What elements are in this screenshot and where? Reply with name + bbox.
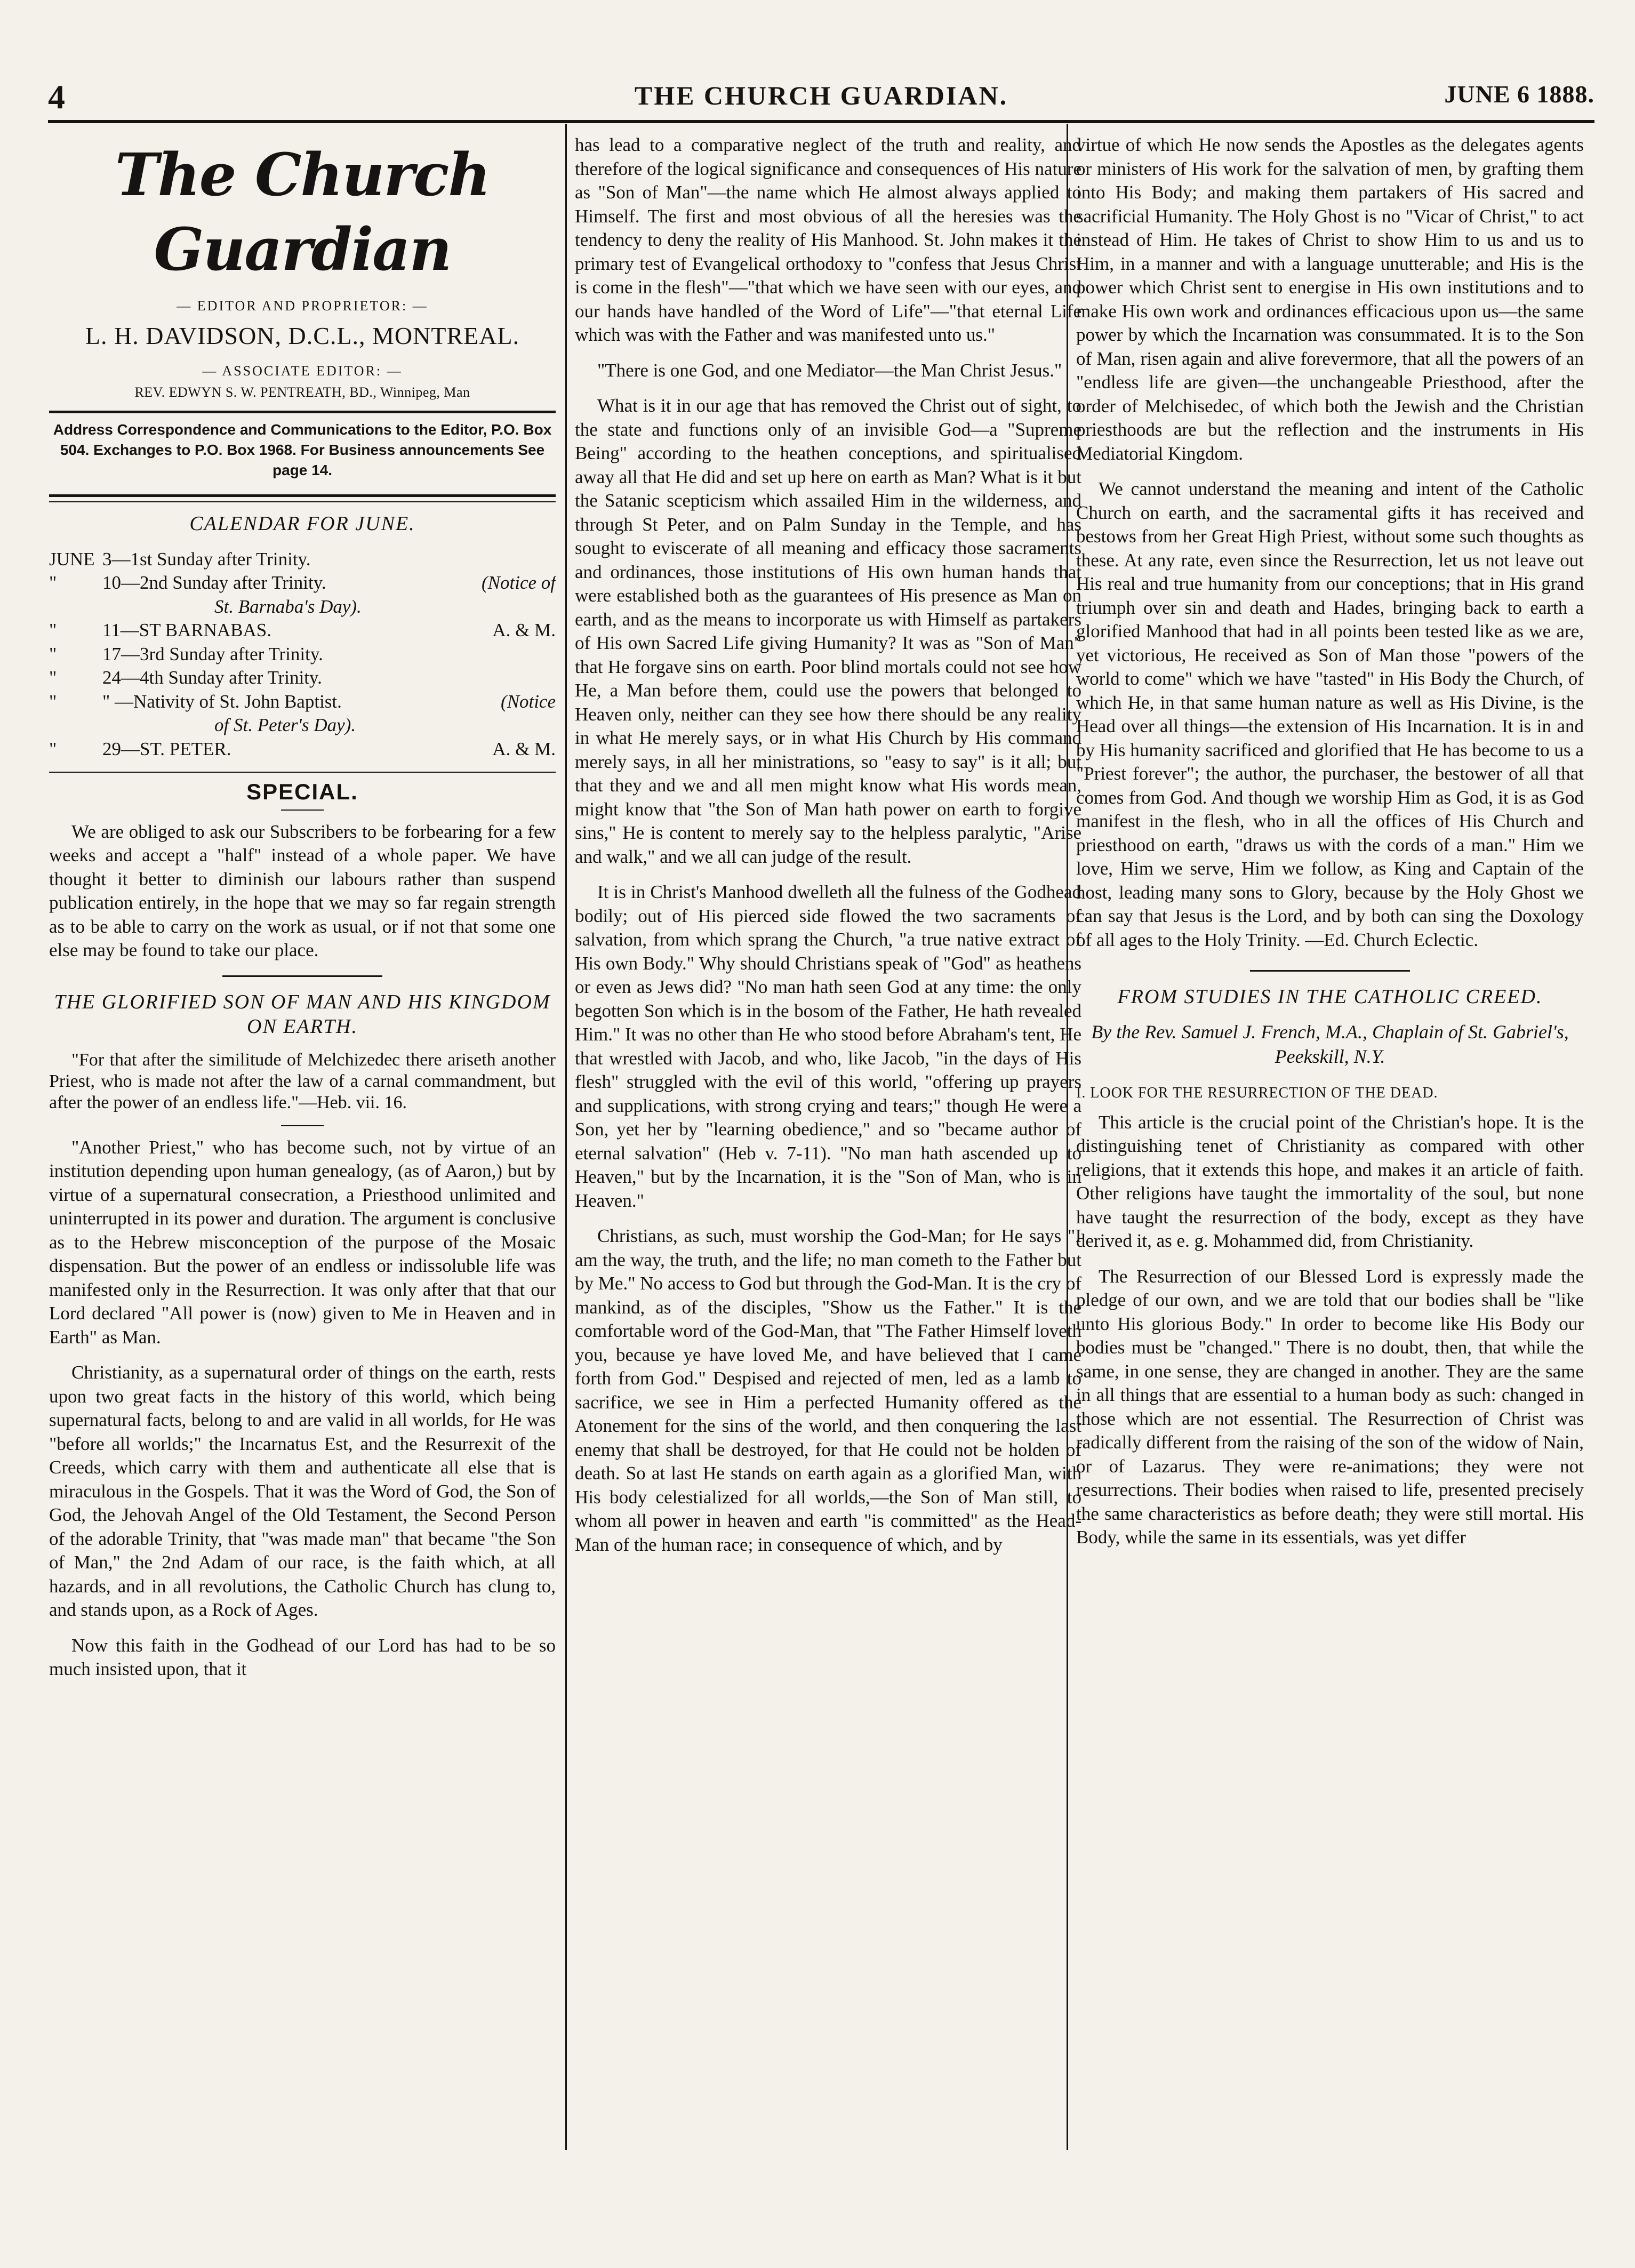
calendar-row-text: 24—4th Sunday after Trinity. — [102, 667, 322, 688]
calendar-rule — [49, 772, 556, 773]
calendar-row-text: " —Nativity of St. John Baptist. — [102, 691, 342, 712]
epigraph-rule — [281, 1125, 324, 1126]
running-head — [48, 69, 1594, 123]
paragraph-gap — [1076, 1253, 1584, 1265]
associate-editor-name: REV. EDWYN S. W. PENTREATH, BD., Winnipeg, Man — [134, 384, 470, 400]
article-paragraph: What is it in our age that has removed the Christ out of sight, to the state and functions only of an invisible God—a "Supreme Being" according to the heathen conceptions, and spiritualised away all that He did and set up here on earth as Man? What is it but the Satanic scepticism which assailed Him in the wilderness, and through St Peter, and on Palm Sunday in the Temple, and has sought to eviscerate of all meaning and efficacy those sacraments and ordinances, those institutions of His own human hands that were established both as the guarantees of His presence as Man on earth, and as the means to incorporate us with Himself as partakers of His own Sacred Life giving Humanity? It was as "Son of Man" that He forgave sins on earth. Poor blind mortals could not see how He, a Man before them, could use the powers that belonged to Heaven only, neither can they see how there should be any reality in what He merely says, or in what His Church by His command merely says, in all her ministrations, so "easy to say" is it all; but that they and we and all men might know what His words mean, might know that "the Son of Man hath power on earth to forgive sins," He is content to merely say to the helpless paralytic, "Arise and walk," and we all can judge of the result. — [575, 395, 1081, 867]
article-paragraph: Now this faith in the Godhead of our Lord has had to be so much insisted upon, that it — [49, 1634, 556, 1679]
column-1 — [49, 133, 556, 2149]
article-body-col1 — [49, 1136, 556, 1681]
calendar-row-continuation: St. Barnaba's Day). — [214, 596, 362, 617]
article-title: THE GLORIFIED SON OF MAN AND HIS KINGDOM ON EARTH. — [54, 990, 551, 1038]
article-paragraph: Christianity, as a supernatural order of things on the earth, rests upon two great facts in the history of this world, which being supernatural facts, belong to and are valid in all worlds, for He was "before all worlds;" the Incarnatus Est, and the Resurrexit of the Creeds, which carry with them and authenticate all else that is miraculous in the Gospels. That it was the Word of God, the Son of God, the Jehovah Angel of the Old Testament, the Second Person of the adorable Trinity, that "was made man" that became "the Son of Man," the 2nd Adam of our race, is the faith which, at all hazards, and in all revolutions, the Catholic Church has clung to, and stands upon, as a Rock of Ages. — [49, 1362, 556, 1620]
calendar-list — [49, 548, 556, 762]
article-paragraph: virtue of which He now sends the Apostles as the delegates agents or ministers of His work for the salvation of men, by grafting them into His Body; and making them partakers of His sacred and sacrificial Humanity. The Holy Ghost is no "Vicar of Christ," to act instead of Him. He takes of Christ to show Him to us and us to Him, in a manner and with a language unutterable; and His is the power which Christ sent to energise in His own institutions and to make His own work and ordinances efficacious upon us—the same power by which the Incarnation was consummated. It is to the Son of Man, risen again and alive forevermore, that all the powers of an "endless life are given—the unchangeable Priesthood, after the order of Melchisedec, of which both the Jewish and the Christian priesthoods are but the reflection and the instruments in His Mediatorial Kingdom. — [1076, 134, 1584, 464]
calendar-row — [49, 666, 556, 690]
article-paragraph: has lead to a comparative neglect of the truth and reality, and therefore of the logical significance and consequences of His nature as "Son of Man"—the name which He almost always applied to Himself. The first and most obvious of all the heresies was the tendency to deny the reality of His Manhood. St. John makes it the primary test of Evangelical orthodoxy to "confess that Jesus Christ is come in the flesh"—"that which we have seen with our eyes, and our hands have handled of the Word of Life"—"that eternal Life which was with the Father and was manifested unto us." — [575, 134, 1081, 345]
paragraph-gap — [49, 1622, 556, 1634]
calendar-row — [49, 643, 556, 667]
article2-body — [1076, 1111, 1584, 1550]
calendar-row-lead: " — [49, 572, 57, 593]
calendar-row-continuation: of St. Peter's Day). — [214, 715, 356, 735]
calendar-row-text: 10—2nd Sunday after Trinity. — [102, 572, 326, 593]
calendar-row-note: A. & M. — [492, 738, 556, 759]
article-paragraph: Christians, as such, must worship the God-Man; for He says "I am the way, the truth, and the life; no man cometh to the Father but by Me." No access to God but through the God-Man. It is the cry of mankind, as of the disciples, "Show us the Father." It is the comfortable word of the God-Man, that "The Father Himself loveth you, because ye have loved Me, and have believed that I came forth from God." Despised and rejected of men, led as a lamb to sacrifice, we see in Him a perfected Humanity offered as the Atonement for the sins of the world, and then conquering the last enemy that shall be destroyed, for that He could not be holden of death. So at last He stands on earth again as a glorified Man, with His body celestialized for all worlds,—the Son of Man still, to whom all power in heaven and earth "is committed" as the Head-Man of the human race; in consequence of which, and by — [575, 1225, 1081, 1555]
calendar-row — [49, 571, 556, 595]
calendar-row-text: 11—ST BARNABAS. — [102, 620, 272, 640]
article-paragraph: "Another Priest," who has become such, not by virtue of an institution depending upon human genealogy, (as of Aaron,) but by virtue of a supernatural consecration, a Priesthood unlimited and uninterrupted in its power and duration. The argument is conclusive as to the Hebrew misconception of the purpose of the Mosaic dispensation. But the power of an endless or indissoluble life was manifested only in the Resurrection. It was only after that that our Lord declared "All power is (now) given to Me in Heaven and in Earth" as Man. — [49, 1136, 556, 1348]
article2-subhead: I. LOOK FOR THE RESURRECTION OF THE DEAD. — [1076, 1085, 1438, 1101]
calendar-row-note: (Notice of — [482, 572, 556, 593]
calendar-row-lead: " — [49, 738, 57, 759]
editor-label: — EDITOR AND PROPRIETOR: — — [177, 298, 428, 314]
associate-editor-label: — ASSOCIATE EDITOR: — — [202, 363, 403, 379]
header-rule — [48, 120, 1594, 123]
column-2 — [575, 133, 1081, 2149]
issue-date: JUNE 6 1888. — [1444, 81, 1594, 108]
article2-paragraph: The Resurrection of our Blessed Lord is expressly made the pledge of our own, and we are told that our bodies shall be "like unto His glorious Body." In order to become like His Body our bodies must be "changed." There is no doubt, then, that while the same, in one sense, they are changed in another. They are the same in all things that are essential to a human body as such: changed in those which are not essential. The Resurrection of Christ was radically different from the raising of the son of the widow of Nain, or of Lazarus. They were re-animations; they were not resurrections. Their bodies when raised to life, presented precisely the same characteristics as before death; they were still mortal. His Body, while the same in its essentials, was yet differ — [1076, 1265, 1584, 1548]
column-3 — [1076, 133, 1584, 2149]
masthead-title: The Church Guardian — [115, 140, 490, 284]
page-number: 4 — [48, 78, 65, 116]
article-body-col3 — [1076, 133, 1584, 952]
paragraph-gap — [49, 1349, 556, 1361]
article-paragraph: "There is one God, and one Mediator—the Man Christ Jesus." — [597, 359, 1062, 381]
calendar-row — [49, 690, 556, 714]
calendar-row — [49, 548, 556, 572]
address-rule — [49, 494, 556, 497]
calendar-row-lead: " — [49, 620, 57, 640]
masthead-rule — [49, 411, 556, 413]
epigraph: "For that after the similitude of Melchizedec there ariseth another Priest, who is made not after the law of a carnal commandment, but after the power of an endless life."—Heb. vii. 16. — [49, 1049, 556, 1112]
calendar-row-lead: JUNE — [49, 548, 95, 570]
calendar-row-text: 29—ST. PETER. — [102, 738, 231, 759]
calendar-row-text: 3—1st Sunday after Trinity. — [102, 548, 311, 570]
column-rule-1 — [565, 124, 567, 2150]
editor-name: L. H. DAVIDSON, D.C.L., MONTREAL. — [85, 322, 520, 349]
calendar-heading: CALENDAR FOR JUNE. — [189, 512, 415, 535]
calendar-row-note: (Notice — [500, 691, 556, 712]
paragraph-gap — [575, 1213, 1081, 1224]
article-paragraph: It is in Christ's Manhood dwelleth all the fulness of the Godhead bodily; out of His pierced side flowed the two sacraments of salvation, from which sprang the Church, "a true native extract of His own Body." Why should Christians speak of "God" as heathens or even as Jews did? "No man hath seen God at any time: the only begotten Son which is in the bosom of the Father, He hath revealed Him." It was no other than He who stood before Abraham's tent, He that wrestled with Jacob, and who, like Jacob, "in the days of His flesh" struggled with the evil of this world, "offering up prayers and supplications, with strong crying and tears;" though He were a Son, yet her by "learning obedience," and so "became author of eternal salvation" (Heb v. 7-11). "No man hath ascended up to Heaven," but by the Incarnation, it is the "Son of Man, who is in Heaven." — [575, 881, 1081, 1211]
paragraph-gap — [575, 382, 1081, 394]
special-body: We are obliged to ask our Subscribers to be forbearing for a few weeks and accept a "half" instead of a whole paper. We have thought it better to diminish our labours rather than suspend publication entirely, in the hope that we may so far regain strength as to be able to carry on the work as usual, or if not that some one else may be found to take our place. — [49, 821, 556, 960]
address-rule-thin — [49, 501, 556, 502]
paragraph-gap — [575, 869, 1081, 880]
calendar-row-lead: " — [49, 691, 57, 712]
running-title: THE CHURCH GUARDIAN. — [634, 81, 1008, 110]
address-notice: Address Correspondence and Communications to the Editor, P.O. Box 504. Exchanges to P.O. Box 1968. For Business announcements See page 14. — [53, 421, 552, 478]
article2-paragraph: This article is the crucial point of the Christian's hope. It is the distinguishing tenet of Christianity as compared with other religions, that it extends this hope, and makes it an article of faith. Other religions have taught the immortality of the soul, but none have taught the resurrection of the body, except as they have derived it, as e. g. Mohammed did, from Christianity. — [1076, 1111, 1584, 1251]
article2-byline: By the Rev. Samuel J. French, M.A., Chaplain of St. Gabriel's, Peekskill, N.Y. — [1091, 1021, 1569, 1067]
special-rule — [281, 810, 324, 811]
calendar-row-note: A. & M. — [492, 620, 556, 640]
paragraph-gap — [575, 347, 1081, 359]
section-rule — [222, 975, 382, 977]
special-heading: SPECIAL. — [246, 779, 358, 804]
article-paragraph: We cannot understand the meaning and intent of the Catholic Church on earth, and the sacramental gifts it has received and bestows from her Great High Priest, without some such thoughts as these. At any rate, even since the Resurrection, let us not leave out His real and true humanity from our conceptions; that in His grand triumph over sin and death and Hades, bringing back to earth a glorified Manhood that had in all points been tested like as we are, yet victorious, He received as Son of Man those "powers of the world to come" which we have "tasted" in His Body the Church, of which He, in that same human nature as well as His Divine, is the Head over all things—the extension of His Incarnation. It is in and by His humanity sacrificed and glorified that He has become to us a "Priest forever"; the author, the purchaser, the bestower of all that comes from God. And though we worship Him as God, it is as God manifest in the flesh, who in all the offices of His Church and priesthood on earth, "draws us with the cords of a man." Him we love, Him we serve, Him we follow, as King and Captain of the host, leading many sons to Glory, because by the Holy Ghost we can say that Jesus is the Lord, and by both can sing the Doxology of all ages to the Holy Trinity. —Ed. Church Eclectic. — [1076, 478, 1584, 950]
article2-title: FROM STUDIES IN THE CATHOLIC CREED. — [1117, 985, 1543, 1008]
calendar-row-lead: " — [49, 643, 57, 664]
section-rule-2 — [1250, 970, 1410, 972]
calendar-row — [49, 738, 556, 762]
article-body-col2 — [575, 133, 1081, 1557]
calendar-row-text: 17—3rd Sunday after Trinity. — [102, 643, 323, 664]
paragraph-gap — [1076, 466, 1584, 477]
calendar-row-lead: " — [49, 667, 57, 688]
calendar-row — [49, 619, 556, 643]
